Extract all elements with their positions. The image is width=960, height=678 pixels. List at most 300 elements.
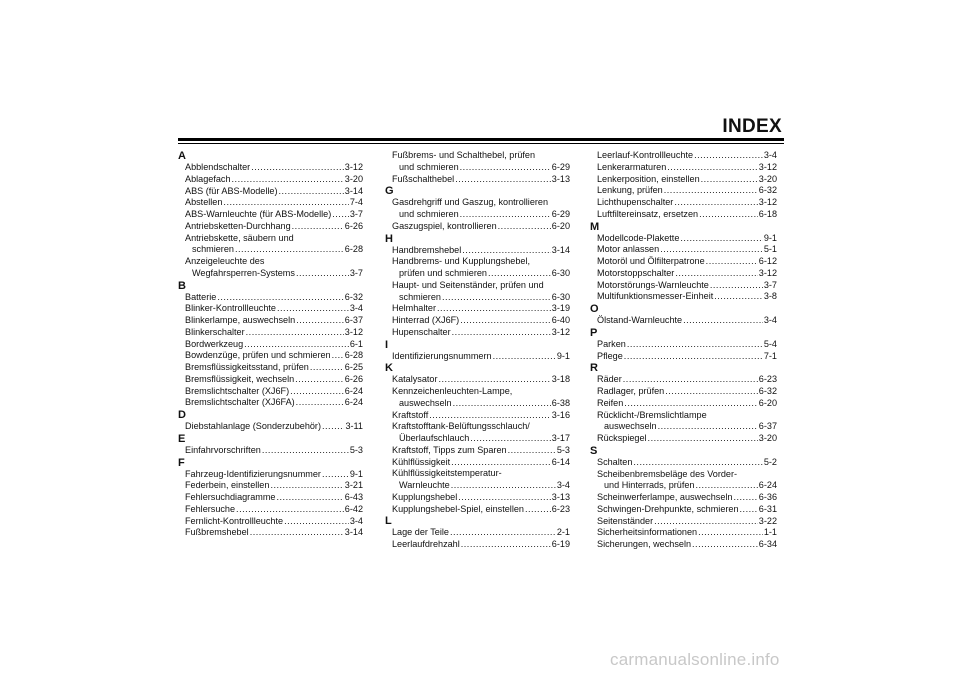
entry-text: auswechseln xyxy=(399,397,452,408)
index-entry xyxy=(590,492,777,504)
dot-leader xyxy=(246,327,344,339)
entry-page-number: 6-26 xyxy=(344,373,363,384)
index-letter-heading: B xyxy=(178,279,186,292)
entry-text: Antriebsketten-Durchhang xyxy=(185,220,291,231)
index-letter-heading: G xyxy=(385,185,394,198)
index-entry xyxy=(385,492,570,504)
entry-page-number: 6-28 xyxy=(344,244,363,255)
entry-line xyxy=(590,398,777,410)
entry-line xyxy=(178,186,363,198)
entry-line xyxy=(590,162,777,174)
index-entry xyxy=(178,504,363,516)
entry-text: und schmieren xyxy=(399,161,459,172)
entry-text: Motor anlassen xyxy=(597,244,660,255)
dot-leader xyxy=(680,233,762,245)
index-entry xyxy=(178,186,363,198)
entry-text: Motorstoppschalter xyxy=(597,267,675,278)
entry-page-number: 6-29 xyxy=(551,209,570,219)
dot-leader xyxy=(232,174,344,186)
entry-line xyxy=(385,315,570,327)
entry-line xyxy=(590,539,777,551)
entry-page-number: 3-4 xyxy=(763,150,777,160)
entry-continuation-line xyxy=(178,244,363,256)
entry-text: ABS (für ABS-Modelle) xyxy=(185,185,278,196)
index-entry xyxy=(590,386,777,398)
index-entry xyxy=(178,233,363,257)
index-entry xyxy=(178,421,363,433)
index-entry xyxy=(385,445,570,457)
index-entry xyxy=(385,527,570,539)
dot-leader xyxy=(683,315,763,327)
entry-line xyxy=(385,303,570,315)
index-entry xyxy=(590,268,777,280)
entry-page-number: 3-16 xyxy=(551,409,570,420)
header-rule-thin xyxy=(178,143,784,144)
entry-page-number: 3-4 xyxy=(763,315,777,325)
entry-text: Kühlflüssigkeit xyxy=(392,456,451,467)
index-column-1 xyxy=(178,150,363,539)
entry-page-number: 6-30 xyxy=(551,268,570,278)
entry-text: Federbein, einstellen xyxy=(185,480,270,491)
index-entry xyxy=(385,256,570,280)
entry-text: Lenkerposition, einstellen xyxy=(597,173,700,184)
index-entry xyxy=(590,351,777,363)
entry-text: Multifunktionsmesser-Einheit xyxy=(597,291,714,302)
dot-leader xyxy=(740,504,758,516)
index-entry xyxy=(385,245,570,257)
entry-line xyxy=(178,374,363,386)
entry-text: Motorstörungs-Warnleuchte xyxy=(597,279,709,290)
entry-page-number: 6-29 xyxy=(551,161,570,172)
index-column-2 xyxy=(385,150,570,551)
entry-text: Lichthupenschalter xyxy=(597,197,674,207)
dot-leader xyxy=(461,539,551,551)
index-letter-heading: P xyxy=(590,326,598,339)
entry-line xyxy=(178,339,363,351)
entry-page-number: 3-20 xyxy=(758,173,777,184)
entry-page-number: 6-23 xyxy=(758,374,777,385)
entry-page-number: 5-1 xyxy=(763,244,777,255)
dot-leader xyxy=(322,469,349,481)
entry-line xyxy=(590,492,777,504)
entry-line xyxy=(385,445,570,457)
entry-line xyxy=(385,374,570,386)
index-entry xyxy=(385,410,570,422)
dot-leader xyxy=(277,303,349,315)
dot-leader xyxy=(223,197,348,209)
entry-line xyxy=(178,315,363,327)
dot-leader xyxy=(270,480,343,492)
entry-line xyxy=(590,469,777,481)
entry-text: Scheinwerferlampe, auswechseln xyxy=(597,492,733,502)
dot-leader xyxy=(710,280,763,292)
entry-line xyxy=(590,185,777,197)
index-entry xyxy=(178,374,363,386)
entry-page-number: 6-28 xyxy=(344,350,363,361)
index-entry xyxy=(590,433,777,445)
entry-line xyxy=(590,339,777,351)
dot-leader xyxy=(698,527,763,539)
entry-line xyxy=(178,480,363,492)
entry-text: Rückspiegel xyxy=(597,433,647,443)
index-letter-heading: R xyxy=(590,362,598,375)
entry-page-number: 6-20 xyxy=(551,220,570,231)
dot-leader xyxy=(322,421,344,433)
entry-page-number: 6-37 xyxy=(344,315,363,325)
dot-leader xyxy=(236,504,344,516)
entry-line xyxy=(385,280,570,292)
entry-page-number: 6-31 xyxy=(758,503,777,514)
entry-line xyxy=(178,256,363,268)
entry-text: Gasdrehgriff und Gaszug, kontrollieren xyxy=(392,197,549,208)
entry-line xyxy=(178,221,363,233)
dot-leader xyxy=(699,209,758,221)
dot-leader xyxy=(292,221,344,233)
entry-page-number: 6-25 xyxy=(344,362,363,372)
entry-line xyxy=(385,468,570,480)
entry-page-number: 9-1 xyxy=(763,232,777,243)
entry-text: Bremsflüssigkeitsstand, prüfen xyxy=(185,362,309,372)
entry-line xyxy=(178,527,363,539)
entry-line xyxy=(385,245,570,257)
entry-page-number: 3-12 xyxy=(758,197,777,207)
index-entry xyxy=(385,174,570,186)
entry-page-number: 6-23 xyxy=(551,503,570,514)
entry-text: Kennzeichenleuchten-Lampe, xyxy=(392,386,513,396)
entry-page-number: 3-12 xyxy=(758,161,777,172)
entry-line xyxy=(178,209,363,221)
index-entry xyxy=(590,233,777,245)
entry-text: Kraftstofftank-Belüftungsschlauch/ xyxy=(392,421,530,432)
dot-leader xyxy=(658,421,758,433)
entry-text: Schwingen-Drehpunkte, schmieren xyxy=(597,503,739,514)
entry-continuation-line xyxy=(385,398,570,410)
entry-line xyxy=(590,410,777,422)
entry-text: Sicherungen, wechseln xyxy=(597,539,692,549)
index-entry xyxy=(590,398,777,410)
index-entry xyxy=(178,397,363,409)
entry-text: Fußbrems- und Schalthebel, prüfen xyxy=(392,150,536,160)
entry-page-number: 6-37 xyxy=(758,421,777,432)
dot-leader xyxy=(251,162,344,174)
entry-line xyxy=(590,150,777,162)
entry-page-number: 6-42 xyxy=(344,503,363,514)
index-letter-heading: S xyxy=(590,444,598,457)
index-letter-heading: O xyxy=(590,303,599,315)
index-entry xyxy=(178,362,363,374)
index-entry xyxy=(385,327,570,339)
dot-leader xyxy=(450,527,556,539)
entry-line xyxy=(590,504,777,516)
entry-line xyxy=(178,350,363,362)
entry-text: Antriebskette, säubern und xyxy=(185,232,294,243)
index-letter-heading: A xyxy=(178,150,186,162)
entry-text: Wegfahrsperren-Systems xyxy=(192,267,295,278)
dot-leader xyxy=(296,397,344,409)
entry-continuation-line xyxy=(590,421,777,433)
dot-leader xyxy=(453,398,551,410)
index-entry xyxy=(178,315,363,327)
entry-line xyxy=(590,174,777,186)
entry-page-number: 6-32 xyxy=(758,185,777,196)
entry-line xyxy=(385,351,570,363)
index-column-3 xyxy=(590,150,777,551)
entry-line xyxy=(178,492,363,504)
entry-text: ABS-Warnleuchte (für ABS-Modelle) xyxy=(185,209,332,219)
entry-continuation-line xyxy=(385,433,570,445)
index-entry xyxy=(178,350,363,362)
index-entry xyxy=(178,492,363,504)
entry-text: Blinkerlampe, auswechseln xyxy=(185,315,296,325)
entry-line xyxy=(385,539,570,551)
dot-leader xyxy=(623,374,758,386)
dot-leader xyxy=(295,374,344,386)
entry-page-number: 5-3 xyxy=(556,444,570,455)
index-entry xyxy=(178,386,363,398)
dot-leader xyxy=(627,339,763,351)
index-letter-heading: E xyxy=(178,432,186,445)
dot-leader xyxy=(733,492,757,504)
entry-line xyxy=(590,433,777,445)
entry-text: Pflege xyxy=(597,350,623,361)
entry-page-number: 6-32 xyxy=(758,386,777,396)
index-entry xyxy=(590,457,777,469)
entry-line xyxy=(385,527,570,539)
index-entry xyxy=(590,539,777,551)
entry-line xyxy=(590,197,777,209)
entry-page-number: 3-14 xyxy=(344,185,363,196)
index-entry xyxy=(178,445,363,457)
dot-leader xyxy=(250,527,344,539)
entry-page-number: 3-12 xyxy=(551,326,570,337)
entry-text: Fehlersuche xyxy=(185,503,236,514)
entry-text: Fußbremshebel xyxy=(185,527,249,538)
entry-line xyxy=(590,374,777,386)
dot-leader xyxy=(452,327,551,339)
entry-text: Leerlaufdrehzahl xyxy=(392,539,460,549)
dot-leader xyxy=(276,492,343,504)
entry-line xyxy=(385,174,570,186)
dot-leader xyxy=(525,504,551,516)
entry-page-number: 3-14 xyxy=(344,527,363,538)
index-entry xyxy=(385,351,570,363)
index-entry xyxy=(590,291,777,303)
entry-line xyxy=(178,421,363,433)
entry-text: Seitenständer xyxy=(597,515,654,526)
entry-page-number: 3-7 xyxy=(349,209,363,219)
entry-page-number: 3-20 xyxy=(344,173,363,184)
dot-leader xyxy=(694,150,763,162)
index-entry xyxy=(590,197,777,209)
entry-line xyxy=(385,197,570,209)
index-entry xyxy=(590,162,777,174)
entry-text: Kupplungshebel-Spiel, einstellen xyxy=(392,503,524,514)
entry-text: Bremslichtschalter (XJ6FA) xyxy=(185,397,295,408)
index-entry xyxy=(590,174,777,186)
entry-text: Rücklicht-/Bremslichtlampe xyxy=(597,409,707,420)
index-letter-heading: H xyxy=(385,232,393,245)
entry-text: Reifen xyxy=(597,397,624,408)
entry-line xyxy=(178,386,363,398)
entry-text: Fernlicht-Kontrollleuchte xyxy=(185,515,284,526)
entry-line xyxy=(178,303,363,315)
entry-page-number: 6-14 xyxy=(551,456,570,467)
entry-text: Handbrems- und Kupplungshebel, xyxy=(392,256,531,267)
dot-leader xyxy=(455,174,551,186)
dot-leader xyxy=(674,197,757,209)
entry-continuation-line xyxy=(385,268,570,280)
dot-leader xyxy=(462,245,551,257)
entry-page-number: 3-7 xyxy=(349,267,363,278)
entry-line xyxy=(590,244,777,256)
entry-text: Warnleuchte xyxy=(399,480,450,490)
entry-page-number: 5-3 xyxy=(349,444,363,455)
index-entry xyxy=(385,539,570,551)
entry-page-number: 6-24 xyxy=(344,397,363,408)
dot-leader xyxy=(217,292,343,304)
dot-leader xyxy=(624,398,758,410)
index-entry xyxy=(178,480,363,492)
dot-leader xyxy=(648,433,758,445)
entry-text: Leerlauf-Kontrollleuchte xyxy=(597,150,694,160)
dot-leader xyxy=(488,268,551,280)
entry-line xyxy=(590,291,777,303)
header-rule-thick xyxy=(178,138,784,141)
entry-page-number: 6-40 xyxy=(551,315,570,325)
index-entry xyxy=(178,516,363,528)
index-entry xyxy=(178,197,363,209)
entry-text: Schalten xyxy=(597,456,633,467)
entry-text: Hinterrad (XJ6F) xyxy=(392,315,460,325)
dot-leader xyxy=(624,351,763,363)
page-title: INDEX xyxy=(722,116,782,137)
entry-text: Helmhalter xyxy=(392,303,436,314)
entry-text: Einfahrvorschriften xyxy=(185,444,261,455)
entry-text: Überlaufschlauch xyxy=(399,433,470,443)
index-entry xyxy=(385,280,570,304)
entry-text: Fahrzeug-Identifizierungsnummer xyxy=(185,468,321,479)
dot-leader xyxy=(633,457,762,469)
entry-text: Hupenschalter xyxy=(392,326,451,337)
entry-text: Anzeigeleuchte des xyxy=(185,256,265,266)
index-entry xyxy=(385,504,570,516)
entry-text: Modellcode-Plakette xyxy=(597,232,680,243)
entry-page-number: 6-43 xyxy=(344,492,363,502)
dot-leader xyxy=(429,410,551,422)
entry-line xyxy=(385,504,570,516)
entry-page-number: 3-17 xyxy=(551,433,570,443)
entry-page-number: 6-1 xyxy=(349,338,363,349)
index-entry xyxy=(590,527,777,539)
entry-page-number: 6-32 xyxy=(344,291,363,302)
entry-text: Batterie xyxy=(185,291,217,302)
entry-text: Katalysator xyxy=(392,374,438,385)
entry-page-number: 3-12 xyxy=(344,162,363,172)
entry-page-number: 3-21 xyxy=(344,480,363,491)
entry-text: auswechseln xyxy=(604,421,657,432)
entry-continuation-line xyxy=(385,162,570,174)
entry-page-number: 3-8 xyxy=(763,291,777,302)
index-entry xyxy=(178,221,363,233)
entry-text: schmieren xyxy=(192,244,234,255)
entry-page-number: 9-1 xyxy=(556,350,570,361)
entry-text: Abblendschalter xyxy=(185,162,251,172)
index-entry xyxy=(590,374,777,386)
entry-page-number: 2-1 xyxy=(556,527,570,538)
index-entry xyxy=(590,339,777,351)
entry-line xyxy=(178,504,363,516)
entry-page-number: 7-4 xyxy=(349,197,363,208)
entry-text: und schmieren xyxy=(399,209,459,219)
entry-line xyxy=(590,527,777,539)
dot-leader xyxy=(279,186,344,198)
entry-page-number: 3-13 xyxy=(551,491,570,502)
dot-leader xyxy=(493,351,556,363)
entry-text: Kraftstoff, Tipps zum Sparen xyxy=(392,444,507,455)
entry-text: Haupt- und Seitenständer, prüfen und xyxy=(392,279,544,290)
entry-line xyxy=(590,268,777,280)
entry-text: Motoröl und Ölfilterpatrone xyxy=(597,256,705,266)
entry-text: Gaszugspiel, kontrollieren xyxy=(392,220,497,231)
index-letter-heading: M xyxy=(590,220,600,233)
index-entry xyxy=(178,209,363,221)
entry-text: Kraftstoff xyxy=(392,409,429,420)
index-letter-heading: K xyxy=(385,362,393,375)
entry-text: Kühlflüssigkeitstemperatur- xyxy=(392,468,502,479)
entry-page-number: 6-34 xyxy=(758,539,777,549)
dot-leader xyxy=(675,268,757,280)
entry-line xyxy=(590,315,777,327)
entry-text: Bremsflüssigkeit, wechseln xyxy=(185,373,295,384)
entry-line xyxy=(178,516,363,528)
entry-line xyxy=(385,386,570,398)
dot-leader xyxy=(235,244,344,256)
index-entry xyxy=(590,150,777,162)
index-letter-heading: D xyxy=(178,409,186,421)
entry-line xyxy=(590,256,777,268)
dot-leader xyxy=(701,174,758,186)
index-entry xyxy=(385,150,570,174)
entry-line xyxy=(590,351,777,363)
entry-page-number: 7-1 xyxy=(763,350,777,361)
dot-leader xyxy=(332,350,344,362)
entry-text: Lage der Teile xyxy=(392,527,449,538)
index-letter-heading: I xyxy=(385,338,389,351)
entry-text: Parken xyxy=(597,338,626,349)
index-entry xyxy=(590,244,777,256)
dot-leader xyxy=(442,292,551,304)
entry-text: Blinkerschalter xyxy=(185,326,245,337)
dot-leader xyxy=(437,303,551,315)
dot-leader xyxy=(660,244,763,256)
entry-page-number: 3-12 xyxy=(344,326,363,337)
index-entry xyxy=(178,256,363,280)
entry-text: Handbremshebel xyxy=(392,244,462,255)
dot-leader xyxy=(458,492,551,504)
dot-leader xyxy=(692,539,758,551)
entry-page-number: 6-19 xyxy=(551,539,570,549)
entry-line xyxy=(178,292,363,304)
entry-page-number: 1-1 xyxy=(763,527,777,538)
dot-leader xyxy=(460,162,551,174)
index-letter-heading: L xyxy=(385,515,392,528)
index-entry xyxy=(385,421,570,445)
entry-text: Abstellen xyxy=(185,197,223,208)
entry-continuation-line xyxy=(385,480,570,492)
entry-line xyxy=(385,421,570,433)
index-entry xyxy=(590,315,777,327)
dot-leader xyxy=(296,315,344,327)
